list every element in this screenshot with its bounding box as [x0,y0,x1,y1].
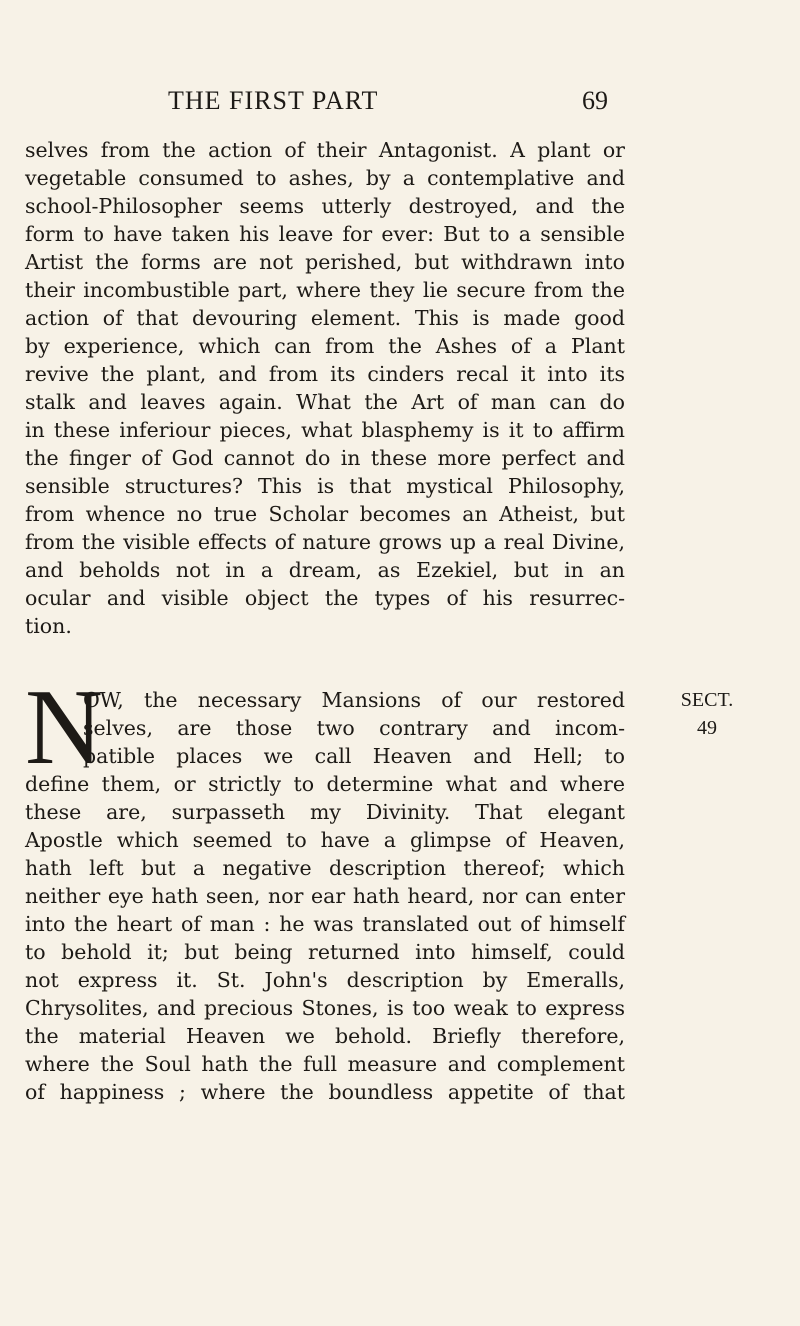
text-line: stalk and leaves again. What the Art of man can do [25,390,625,414]
text-line: where the Soul hath the full measure and complement [25,1052,625,1076]
text-line: revive the plant, and from its cinders recal it into its [25,362,625,386]
drop-cap: N [25,668,103,787]
text-line: patible places we call Heaven and Hell; to [83,744,625,768]
text-line: their incombustible part, where they lie secure from the [25,278,625,302]
text-line: Apostle which seemed to have a glimpse of Heaven, [25,828,625,852]
text-line: the material Heaven we behold. Briefly therefore, [25,1024,625,1048]
text-line: the finger of God cannot do in these more perfect and [25,446,625,470]
section-label: SECT. [680,689,734,711]
text-line: define them, or strictly to determine what and where [25,772,625,796]
text-line: of happiness ; where the boundless appetite of that [25,1080,625,1104]
text-line: Chrysolites, and precious Stones, is too weak to express [25,996,625,1020]
text-line: school-Philosopher seems utterly destroyed, and the [25,194,625,218]
text-line: not express it. St. John's description by Emeralls, [25,968,625,992]
text-line: in these inferiour pieces, what blasphemy is it to affirm [25,418,625,442]
page-number: 69 [582,86,608,115]
text-line: ocular and visible object the types of his resurrec- [25,586,625,610]
text-line: to behold it; but being returned into himself, could [25,940,625,964]
running-head: THE FIRST PART [168,86,379,115]
text-line: neither eye hath seen, nor ear hath heard, nor can enter [25,884,625,908]
paragraph-2 [25,668,625,1106]
text-line: action of that devouring element. This is made good [25,306,625,330]
text-line: hath left but a negative description thereof; which [25,856,625,880]
text-line: OW, the necessary Mansions of our restored [83,688,625,712]
text-line: into the heart of man : he was translated out of himself [25,912,625,936]
text-line: selves, are those two contrary and incom- [83,716,625,740]
text-line: tion. [25,614,72,638]
text-line: these are, surpasseth my Divinity. That elegant [25,800,625,824]
text-line: form to have taken his leave for ever: But to a sensible [25,222,625,246]
text-line: from whence no true Scholar becomes an Atheist, but [25,502,625,526]
section-margin-note [652,686,762,742]
text-line: selves from the action of their Antagonist. A plant or [25,138,625,162]
text-line: by experience, which can from the Ashes of a Plant [25,334,625,358]
section-number: 49 [697,717,717,739]
text-line: and beholds not in a dream, as Ezekiel, but in an [25,558,625,582]
text-line: sensible structures? This is that mystical Philosophy, [25,474,625,498]
text-line: vegetable consumed to ashes, by a contemplative and [25,166,625,190]
text-line: from the visible effects of nature grows up a real Divine, [25,530,625,554]
page-header [0,86,800,126]
paragraph-1 [25,136,625,640]
text-line: Artist the forms are not perished, but withdrawn into [25,250,625,274]
